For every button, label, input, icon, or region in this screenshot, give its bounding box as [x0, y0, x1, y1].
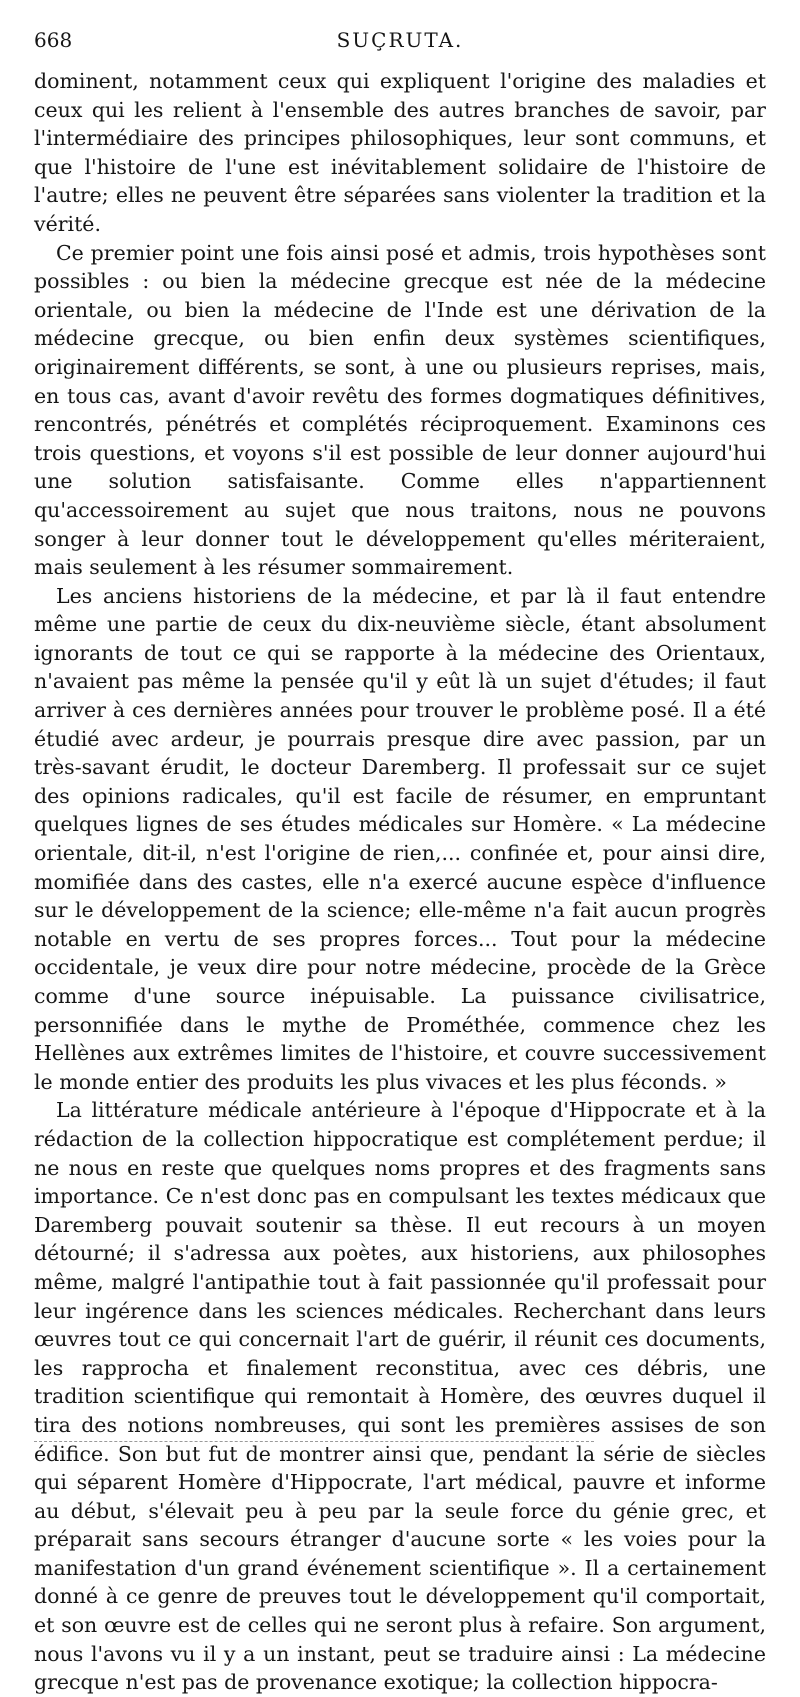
paragraph: dominent, notamment ceux qui expliquent l'origine des maladies et ceux qui les relient à l'ensemble des autres branches de savoir, par l'intermédiaire des principes philosophiques, leur sont communs, et que l'histoire de l'une est inévitablement solidaire de l'histoire de l'autre; elles ne peuvent être séparées sans violenter la tradition et la vérité.: [34, 69, 766, 236]
running-title: SUÇRUTA.: [336, 28, 464, 52]
page-number: 668: [34, 28, 73, 52]
footer-rule: [34, 1441, 594, 1442]
page-header: [34, 28, 766, 58]
paragraph: La littérature médicale antérieure à l'époque d'Hippocrate et à la rédaction de la collection hippocratique est complétement perdue; il ne nous en reste que quelques noms propres et des fragments sans importance. Ce n'est donc pas en compulsant les textes médicaux que Daremberg pouvait soutenir sa thèse. Il eut recours à un moyen détourné; il s'adressa aux poètes, aux historiens, aux philosophes même, malgré l'antipathie tout à fait passionnée qu'il professait pour leur ingérence dans les sciences médicales. Recherchant dans leurs œuvres tout ce qui concernait l'art de guérir, il réunit ces documents, les rapprocha et finalement reconstitua, avec ces débris, une tradition scientifique qui remontait à Homère, des œuvres duquel il tira des notions nombreuses, qui sont les premières assises de son édifice. Son but fut de montrer ainsi que, pendant la série de siècles qui séparent Homère d'Hippocrate, l'art médical, pauvre et informe au début, s'élevait peu à peu par la seule force du génie grec, et préparait sans secours étranger d'aucune sorte « les voies pour la manifestation d'un grand événement scientifique ». Il a certainement donné à ce genre de preuves tout le développement qu'il comportait, et son œuvre est de celles qui ne seront plus à refaire. Son argument, nous l'avons vu il y a un instant, peut se traduire ainsi : La médecine grecque n'est pas de provenance exotique; la collection hippocra-: [34, 1098, 766, 1695]
body-text: [34, 67, 766, 1697]
paragraph: Les anciens historiens de la médecine, et par là il faut entendre même une partie de ceux du dix-neuvième siècle, étant absolument ignorants de tout ce qui se rapporte à la médecine des Orientaux, n'avaient pas même la pensée qu'il y eût là un sujet d'études; il faut arriver à ces dernières années pour trouver le problème posé. Il a été étudié avec ardeur, je pourrais presque dire avec passion, par un très-savant érudit, le docteur Daremberg. Il professait sur ce sujet des opinions radicales, qu'il est facile de résumer, en empruntant quelques lignes de ses études médicales sur Homère. « La médecine orientale, dit-il, n'est l'origine de rien,... confinée et, pour ainsi dire, momifiée dans des castes, elle n'a exercé aucune espèce d'influence sur le développement de la science; elle-même n'a fait aucun progrès notable en vertu de ses propres forces... Tout pour la médecine occidentale, je veux dire pour notre médecine, procède de la Grèce comme d'une source inépuisable. La puissance civilisatrice, personnifiée dans le mythe de Prométhée, commence chez les Hellènes aux extrêmes limites de l'histoire, et couvre successivement le monde entier des produits les plus vivaces et les plus féconds. »: [34, 583, 766, 1094]
paragraph: Ce premier point une fois ainsi posé et admis, trois hypothèses sont possibles : ou bien la médecine grecque est née de la médecine orientale, ou bien la médecine de l'Inde est une dérivation de la médecine grecque, ou bien enfin deux systèmes scientifiques, originairement différents, se sont, à une ou plusieurs reprises, mais, en tous cas, avant d'avoir revêtu des formes dogmatiques définitives, rencontrés, pénétrés et complétés réciproquement. Examinons ces trois questions, et voyons s'il est possible de leur donner aujourd'hui une solution satisfaisante. Comme elles n'appartiennent qu'accessoirement au sujet que nous traitons, nous ne pouvons songer à leur donner tout le développement qu'elles mériteraient, mais seulement à les résumer sommairement.: [34, 240, 766, 580]
